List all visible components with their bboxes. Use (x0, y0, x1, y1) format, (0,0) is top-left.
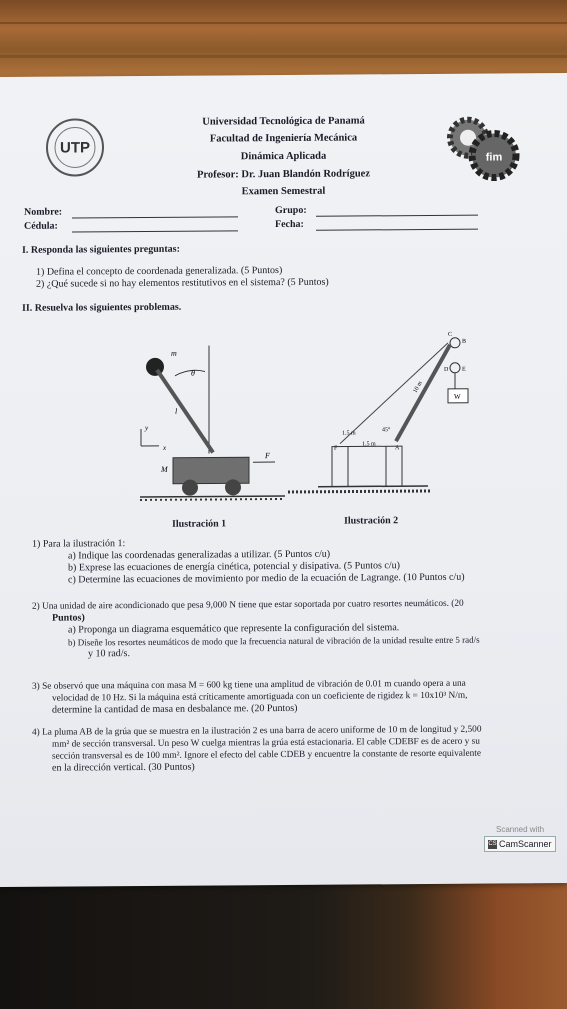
section2-title: II. Resuelva los siguientes problemas. (22, 301, 182, 314)
label-x: x (163, 443, 167, 452)
label-E: E (462, 366, 466, 373)
label-10m: 10 m (412, 380, 424, 395)
problem-2b-line2: y 10 rad/s. (88, 648, 130, 660)
problem-2-line2: Puntos) (52, 612, 85, 624)
label-B: B (462, 338, 467, 345)
label-W: W (454, 392, 461, 401)
nombre-field[interactable] (72, 216, 238, 218)
cedula-label: Cédula: (24, 220, 58, 232)
problem-4-line2: mm² de sección transversal. Un peso W cuelga mientras la grúa está estacionaria. El cable CDEBF es de acero y su (52, 736, 480, 750)
label-m: m (171, 348, 177, 358)
cedula-field[interactable] (72, 230, 238, 232)
illustration-2-caption: Ilustración 2 (344, 515, 399, 527)
exam-title: Examen Semestral (241, 185, 326, 198)
course-name: Dinámica Aplicada (240, 150, 327, 163)
problem-3-line1: 3) Se observó que una máquina con masa M = 600 kg tiene una amplitud de vibración de 0.01 m cuando opera a una (32, 678, 466, 692)
fecha-label: Fecha: (275, 218, 304, 231)
illustration-1-caption: Ilustración 1 (172, 518, 227, 530)
exam-sheet (0, 73, 567, 887)
fecha-field[interactable] (316, 229, 478, 231)
problem-4-line1: 4) La pluma AB de la grúa que se muestra en la ilustración 2 es una barra de acero uniforme de 10 m de longitud y 2,500 (32, 724, 482, 738)
nombre-label: Nombre: (24, 206, 63, 218)
faculty-name: Facultad de Ingeniería Mecánica (209, 132, 358, 145)
grupo-label: Grupo: (275, 204, 307, 217)
wooden-table-top (0, 0, 567, 82)
label-C: C (448, 331, 453, 338)
problem-2b-line1: b) Diseñe los resortes neumáticos de modo que la frecuencia natural de vibración de la unidad resulte entre 5 rad/s (68, 634, 480, 648)
problem-2a: a) Proponga un diagrama esquemático que represente la configuración del sistema. (68, 622, 400, 636)
label-F: F (265, 451, 270, 461)
label-D: D (444, 366, 449, 373)
professor-name: Profesor: Dr. Juan Blandón Rodríguez (197, 168, 370, 181)
problem-1-intro: 1) Para la ilustración 1: (32, 538, 126, 550)
question-2: 2) ¿Qué sucede si no hay elementos restitutivos en el sistema? (5 Puntos) (36, 276, 329, 290)
wood-grain (0, 22, 567, 24)
label-theta: θ (191, 368, 195, 378)
label-F-point: F (334, 445, 338, 452)
university-name: Universidad Tecnológica de Panamá (202, 115, 365, 128)
scanned-with-label: Scanned with (496, 825, 545, 834)
desk-background (0, 880, 567, 1009)
problem-1b: b) Exprese las ecuaciones de energía cinética, potencial y disipativa. (5 Puntos c/u) (68, 560, 400, 574)
utp-logo-text: UTP (60, 139, 90, 157)
grupo-field[interactable] (316, 215, 478, 217)
faculty-logo-text: fim (485, 151, 503, 164)
problem-3-line3: determine la cantidad de masa en desbalance me. (20 Puntos) (52, 702, 298, 716)
label-M: M (161, 464, 168, 474)
section1-title: I. Responda las siguientes preguntas: (22, 243, 180, 256)
problem-3-line2: velocidad de 10 Hz. Si la máquina está críticamente amortiguada con un coeficiente de rigidez k = 10x10³ N/m, (52, 690, 468, 704)
camscanner-badge (484, 836, 556, 852)
label-1-5m-b: 1.5 m (362, 441, 376, 448)
label-A-point: A (395, 445, 400, 452)
label-y: y (145, 423, 149, 432)
problem-4-line4: en la dirección vertical. (30 Puntos) (52, 761, 195, 774)
label-1-5m-a: 1.5 m (342, 430, 356, 437)
problem-1c: c) Determine las ecuaciones de movimiento por medio de la ecuación de Lagrange. (10 Puntos c/u) (68, 571, 465, 586)
question-1: 1) Defina el concepto de coordenada generalizada. (5 Puntos) (36, 265, 283, 278)
wood-grain (0, 55, 567, 58)
illustration-2-diagram (288, 331, 488, 504)
problem-1a: a) Indique las coordenadas generalizadas a utilizar. (5 Puntos c/u) (68, 548, 331, 562)
label-l: l (175, 406, 178, 416)
camscanner-brand: CamScanner (499, 839, 552, 849)
problem-4-line3: sección transversal es de 100 mm². Ignore el efecto del cable CDEB y encuentre la constante de resorte equivalente (52, 748, 481, 762)
illustration-1-diagram (135, 345, 295, 501)
problem-2-line1: 2) Una unidad de aire acondicionado que pesa 9,000 N tiene que estar soportada por cuatro resortes neumáticos. (20 (32, 598, 464, 612)
label-45-deg: 45° (382, 427, 391, 434)
camscanner-icon: CS (488, 841, 497, 848)
